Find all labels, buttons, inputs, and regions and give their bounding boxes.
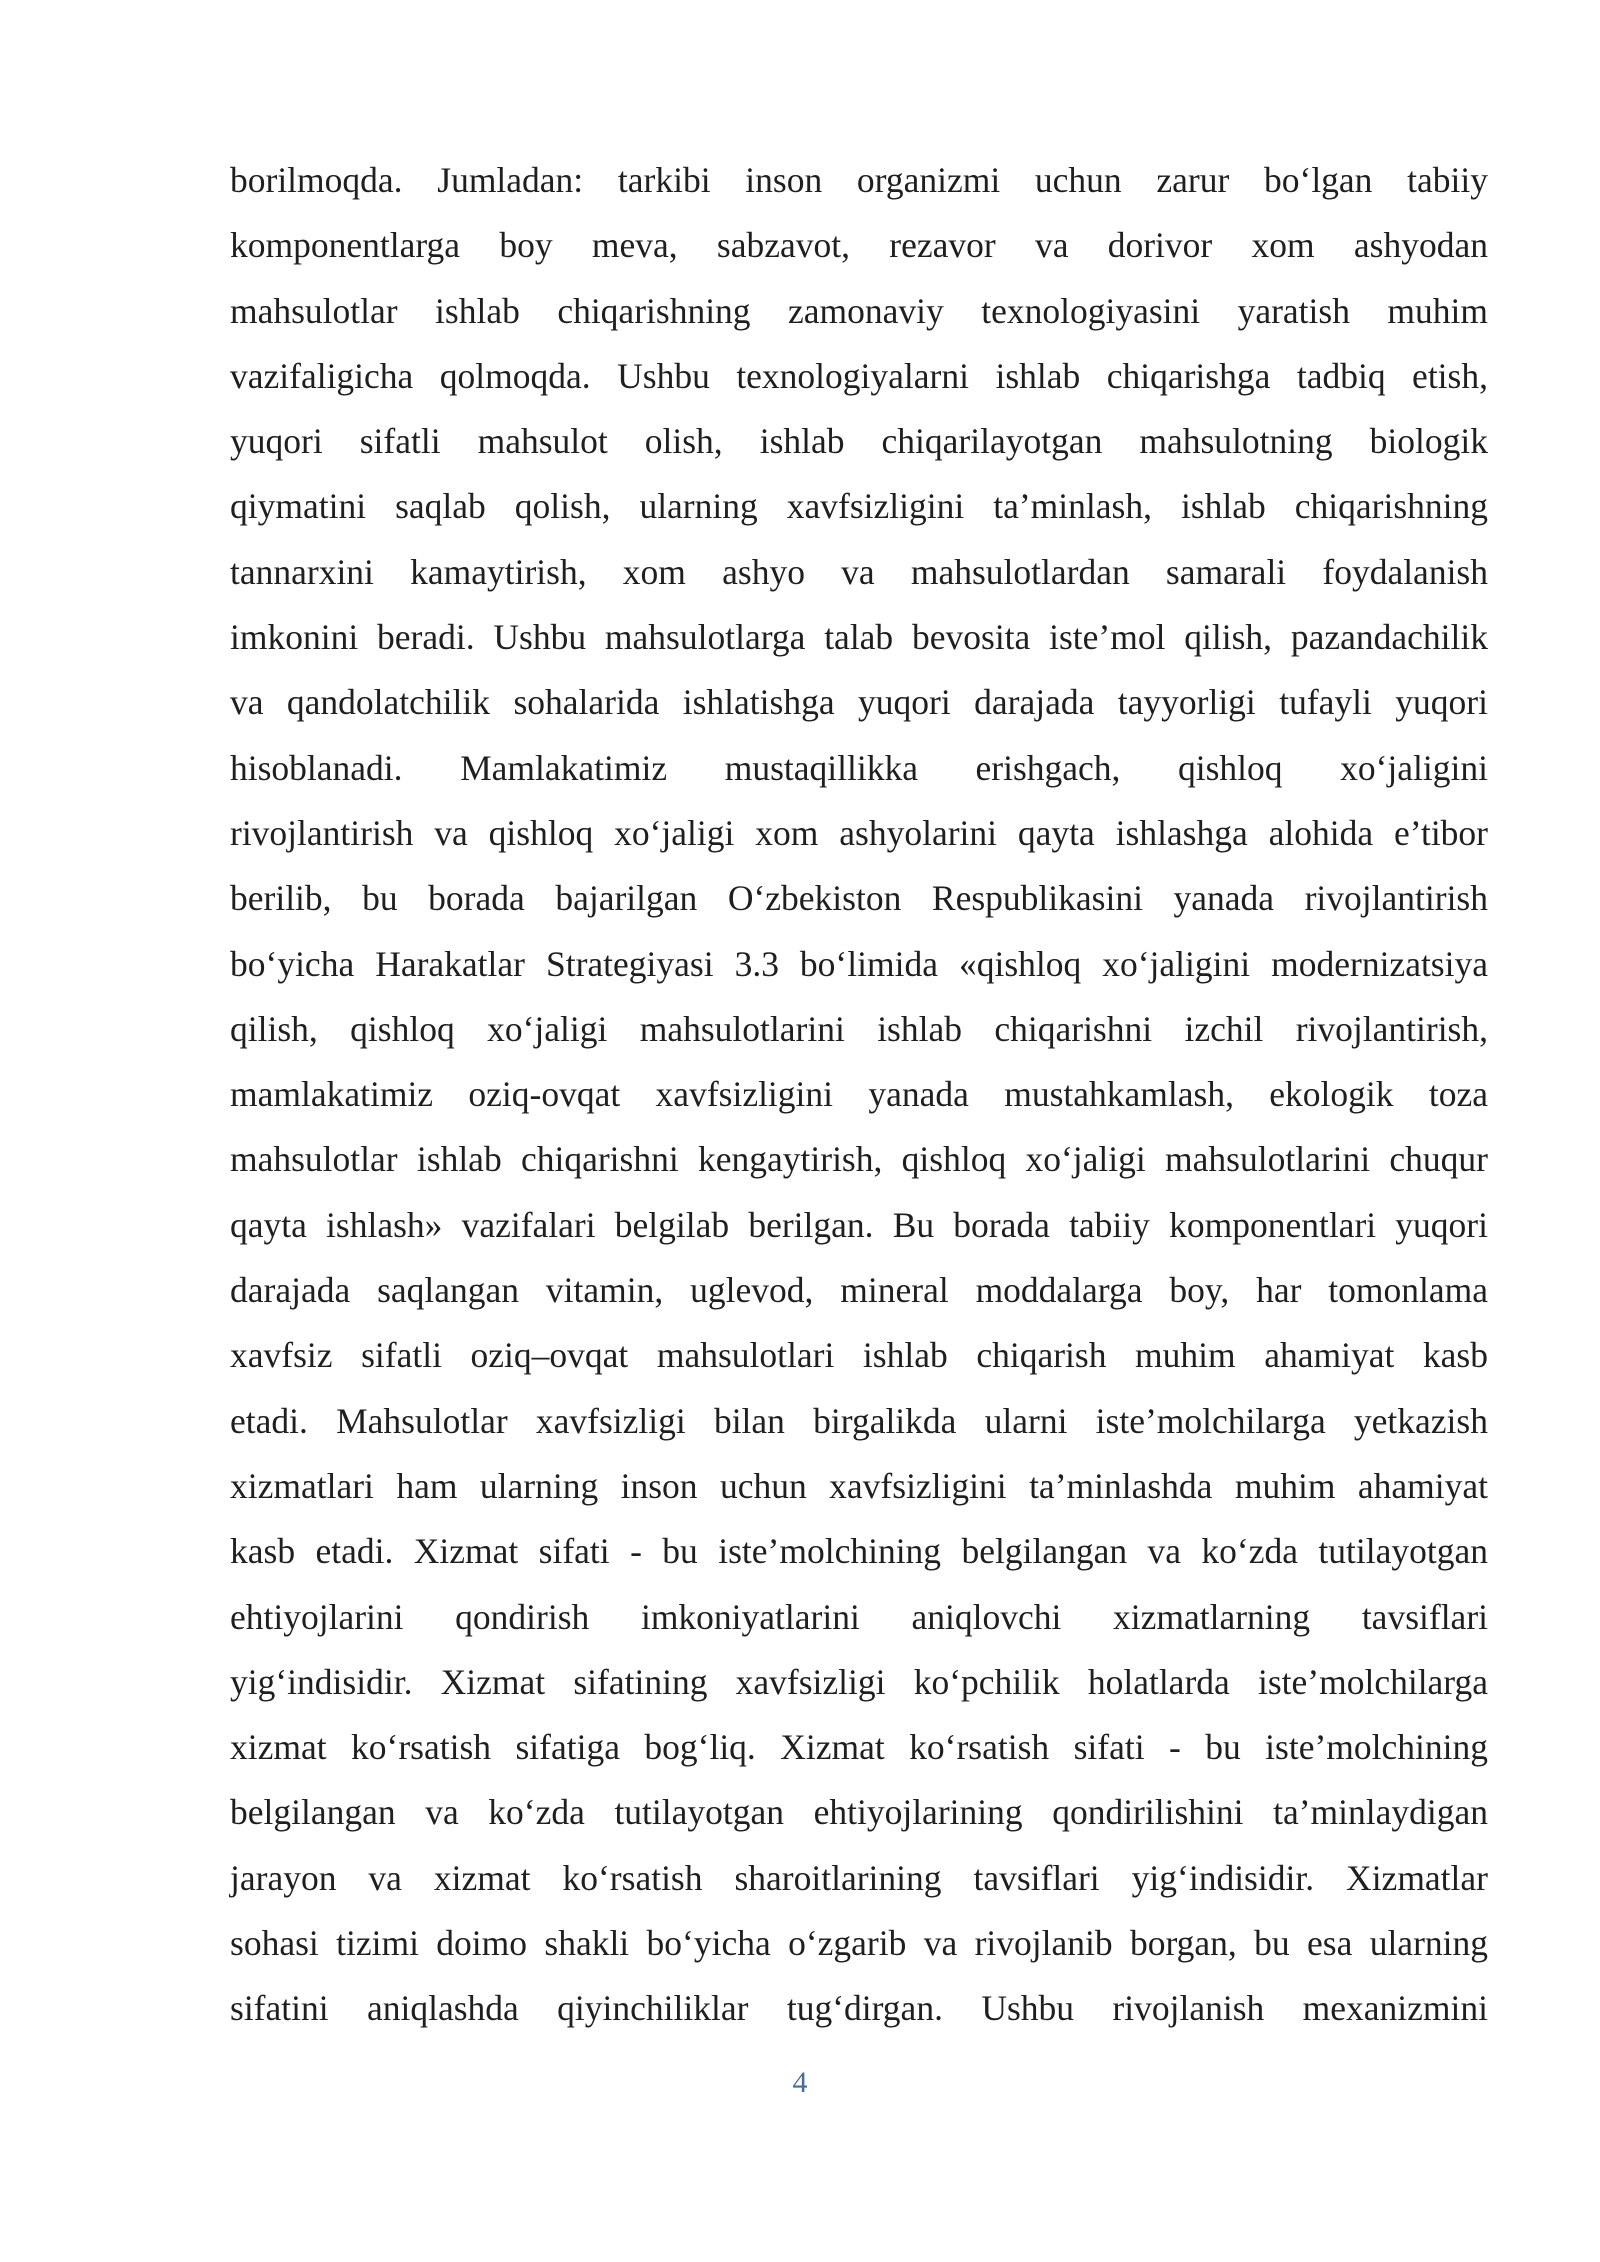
text-line: xavfsiz sifatli oziq–ovqat mahsulotlari ishlab chiqarish muhim ahamiyat kasb bbox=[230, 1335, 1488, 1376]
text-line: komponentlarga boy meva, sabzavot, rezavor va dorivor xom ashyodan bbox=[230, 225, 1488, 266]
text-line: ehtiyojlarini qondirish imkoniyatlarini aniqlovchi xizmatlarning tavsiflari bbox=[230, 1596, 1488, 1637]
text-line: yuqori sifatli mahsulot olish, ishlab chiqarilayotgan mahsulotning biologik bbox=[230, 421, 1488, 462]
text-line: berilib, bu borada bajarilgan O‘zbekiston Respublikasini yanada rivojlantirish bbox=[230, 878, 1488, 919]
text-line: borilmoqda. Jumladan: tarkibi inson organizmi uchun zarur bo‘lgan tabiiy bbox=[230, 160, 1488, 200]
text-line: sohasi tizimi doimo shakli bo‘yicha o‘zgarib va rivojlanib borgan, bu esa ularning bbox=[230, 1923, 1488, 1964]
text-line: kasb etadi. Xizmat sifati - bu iste’molchining belgilangan va ko‘zda tutilayotgan bbox=[230, 1531, 1488, 1572]
text-line: vazifaligicha qolmoqda. Ushbu texnologiyalarni ishlab chiqarishga tadbiq etish, bbox=[230, 355, 1488, 396]
text-line: mahsulotlar ishlab chiqarishni kengaytirish, qishloq xo‘jaligi mahsulotlarini chuqur bbox=[230, 1139, 1488, 1180]
text-line: va qandolatchilik sohalarida ishlatishga yuqori darajada tayyorligi tufayli yuqori bbox=[230, 682, 1488, 723]
text-line: tannarxini kamaytirish, xom ashyo va mahsulotlardan samarali foydalanish bbox=[230, 551, 1488, 592]
text-line: sifatini aniqlashda qiyinchiliklar tug‘dirgan. Ushbu rivojlanish mexanizmini bbox=[230, 1988, 1488, 2029]
text-line: belgilangan va ko‘zda tutilayotgan ehtiyojlarining qondirilishini ta’minlaydigan bbox=[230, 1792, 1488, 1833]
text-line: yig‘indisidir. Xizmat sifatining xavfsizligi ko‘pchilik holatlarda iste’molchilarga bbox=[230, 1661, 1488, 1702]
body-text bbox=[230, 148, 1488, 2042]
text-line: qayta ishlash» vazifalari belgilab berilgan. Bu borada tabiiy komponentlari yuqori bbox=[230, 1204, 1488, 1245]
page-number: 4 bbox=[792, 2066, 808, 2099]
text-line: mamlakatimiz oziq-ovqat xavfsizligini yanada mustahkamlash, ekologik toza bbox=[230, 1074, 1488, 1115]
text-line: rivojlantirish va qishloq xo‘jaligi xom ashyolarini qayta ishlashga alohida e’tibor bbox=[230, 812, 1488, 853]
text-line: xizmat ko‘rsatish sifatiga bog‘liq. Xizmat ko‘rsatish sifati - bu iste’molchining bbox=[230, 1727, 1488, 1768]
text-line: jarayon va xizmat ko‘rsatish sharoitlarining tavsiflari yig‘indisidir. Xizmatlar bbox=[230, 1857, 1488, 1898]
text-line: qiymatini saqlab qolish, ularning xavfsizligini ta’minlash, ishlab chiqarishning bbox=[230, 486, 1488, 527]
text-line: bo‘yicha Harakatlar Strategiyasi 3.3 bo‘limida «qishloq xo‘jaligini modernizatsiya bbox=[230, 943, 1488, 984]
text-line: mahsulotlar ishlab chiqarishning zamonaviy texnologiyasini yaratish muhim bbox=[230, 290, 1488, 331]
text-line: xizmatlari ham ularning inson uchun xavfsizligini ta’minlashda muhim ahamiyat bbox=[230, 1465, 1488, 1506]
text-line: qilish, qishloq xo‘jaligi mahsulotlarini ishlab chiqarishni izchil rivojlantirish, bbox=[230, 1008, 1488, 1049]
text-line: imkonini beradi. Ushbu mahsulotlarga talab bevosita iste’mol qilish, pazandachilik bbox=[230, 617, 1488, 658]
text-line: etadi. Mahsulotlar xavfsizligi bilan birgalikda ularni iste’molchilarga yetkazish bbox=[230, 1400, 1488, 1441]
text-line: hisoblanadi. Mamlakatimiz mustaqillikka erishgach, qishloq xo‘jaligini bbox=[230, 747, 1488, 788]
text-line: darajada saqlangan vitamin, uglevod, mineral moddalarga boy, har tomonlama bbox=[230, 1270, 1488, 1311]
